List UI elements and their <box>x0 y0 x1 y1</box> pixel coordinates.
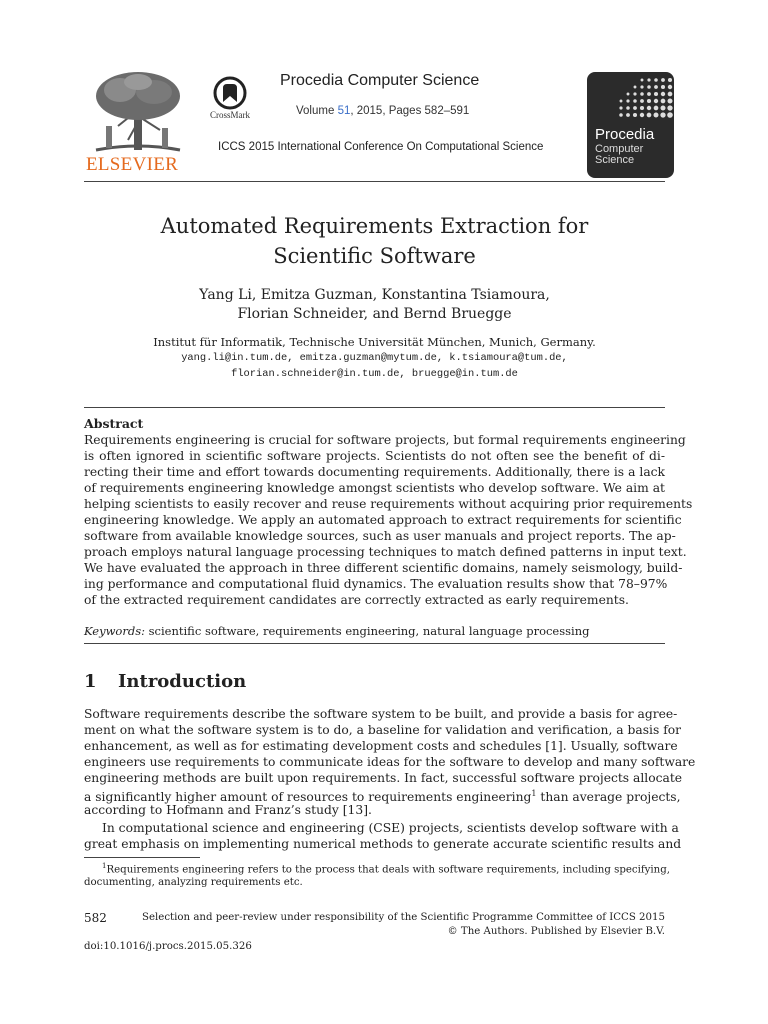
procedia-dot <box>661 85 665 89</box>
body-line: according to Hofmann and Franz’s study [13]. <box>84 803 372 817</box>
paper-title-line-1: Automated Requirements Extraction for <box>160 214 589 238</box>
footer-copyright: © The Authors. Published by Elsevier B.V. <box>447 926 665 937</box>
procedia-dot <box>620 100 623 103</box>
procedia-dot <box>634 86 637 89</box>
abstract-bottom-rule <box>84 643 665 644</box>
procedia-dots-graphic <box>617 76 673 122</box>
procedia-dot <box>668 78 672 82</box>
abstract-heading: Abstract <box>84 416 144 431</box>
procedia-dot <box>626 113 630 117</box>
abstract-line: helping scientists to easily recover and reuse requirements without acquiring prior requirements <box>84 497 693 511</box>
procedia-dot <box>619 113 623 117</box>
body-line: ment on what the software system is to do, a baseline for validation and verification, a basis for <box>84 723 682 737</box>
abstract-line: software from available knowledge sources, such as user manuals and project reports. The ap- <box>84 529 676 543</box>
section-number: 1 <box>84 671 97 692</box>
procedia-dot <box>654 92 658 96</box>
paper-title-line-2: Scientific Software <box>273 244 476 268</box>
header-rule <box>84 181 665 182</box>
procedia-dot <box>647 92 651 96</box>
procedia-dot <box>654 106 659 111</box>
procedia-dot <box>647 78 650 81</box>
footnote-line-2: documenting, analyzing requirements etc. <box>84 877 303 888</box>
procedia-dot <box>633 92 636 95</box>
procedia-dot <box>667 112 673 118</box>
email-line-2: florian.schneider@in.tum.de, bruegge@in.tum.de <box>231 368 518 380</box>
footnote-line-1: $^1$Requirements engineering refers to the process that deals with software requirements, including specifying, <box>102 862 670 876</box>
body-line: enhancement, as well as for estimating development costs and schedules [1]. Usually, software <box>84 739 678 753</box>
procedia-dot <box>627 93 630 96</box>
procedia-dot <box>626 106 630 110</box>
procedia-dot <box>640 106 644 110</box>
procedia-dot <box>654 78 658 82</box>
footnote-mark: 1 <box>102 862 107 870</box>
procedia-dot <box>626 99 629 102</box>
abstract-line: We have evaluated the approach in three different scientific domains, namely seismology, build- <box>84 561 683 575</box>
doi-link[interactable]: doi:10.1016/j.procs.2015.05.326 <box>84 941 252 952</box>
page-number: 582 <box>84 911 107 925</box>
body-line: engineers use requirements to communicate ideas for the software to develop and many software <box>84 755 696 769</box>
body-line: engineering methods are built upon requirements. In fact, successful software projects allocate <box>84 771 683 785</box>
procedia-dot <box>640 85 643 88</box>
procedia-dot <box>661 78 665 82</box>
procedia-dot <box>633 106 637 110</box>
procedia-dot <box>633 99 637 103</box>
procedia-dot <box>654 99 658 103</box>
keywords-label: Keywords: <box>84 624 145 638</box>
volume-line <box>296 105 469 117</box>
abstract-line: is often ignored in scientific software projects. Scientists do not often see the benefit of di- <box>84 449 665 463</box>
body-line: Software requirements describe the software system to be built, and provide a basis for agree- <box>84 707 678 721</box>
procedia-dot <box>668 85 672 89</box>
volume-number-link[interactable]: 51 <box>337 105 351 117</box>
procedia-dot <box>667 105 672 110</box>
procedia-dot <box>647 106 651 110</box>
footnote-rule <box>84 857 200 858</box>
procedia-dot <box>619 106 622 109</box>
abstract-line: of the extracted requirement candidates are correctly extracted as early requirements. <box>84 593 629 607</box>
journal-name[interactable]: Procedia Computer Science <box>280 72 480 89</box>
abstract-line: proach employs natural language processing techniques to match defined patterns in input text. <box>84 545 687 559</box>
procedia-dot <box>647 99 651 103</box>
procedia-dot <box>668 99 673 104</box>
abstract-line: Requirements engineering is crucial for software projects, but formal requirements engineering <box>84 433 686 447</box>
affiliation: Institut für Informatik, Technische Universität München, Munich, Germany. <box>153 335 596 349</box>
body-line: great emphasis on implementing numerical methods to generate accurate scientific results and <box>84 837 682 851</box>
conference-name: ICCS 2015 International Conference On Computational Science <box>218 141 544 153</box>
crossmark-label: CrossMark <box>210 110 250 120</box>
volume-details: , 2015, Pages 582–591 <box>350 105 470 117</box>
procedia-logo <box>587 72 674 178</box>
procedia-dot <box>640 99 644 103</box>
section-title: Introduction <box>118 671 247 692</box>
abstract-top-rule <box>84 407 665 408</box>
authors-line-2: Florian Schneider, and Bernd Bruegge <box>237 306 512 322</box>
procedia-logo-title: Procedia <box>595 126 655 143</box>
abstract-line: of requirements engineering knowledge amongst scientists who develop software. We aim at <box>84 481 665 495</box>
procedia-dot <box>640 92 644 96</box>
body-line: a significantly higher amount of resources to requirements engineering$^1$ than average projects, <box>84 789 681 805</box>
abstract-line: engineering knowledge. We apply an automated approach to extract requirements for scientific <box>84 513 682 527</box>
email-line-1: yang.li@in.tum.de, emitza.guzman@mytum.de, k.tsiamoura@tum.de, <box>181 352 568 364</box>
procedia-dot <box>633 113 637 117</box>
section-heading <box>84 671 246 692</box>
volume-prefix: Volume <box>296 105 338 117</box>
procedia-dot <box>660 112 665 117</box>
abstract-line: recting their time and effort towards documenting requirements. Additionally, there is a lack <box>84 465 665 479</box>
elsevier-wordmark: ELSEVIER <box>86 154 179 175</box>
procedia-dot <box>654 113 659 118</box>
procedia-dot <box>647 85 651 89</box>
procedia-dot <box>641 79 644 82</box>
procedia-dot <box>647 113 652 118</box>
procedia-dot <box>668 92 673 97</box>
procedia-dot <box>640 113 644 117</box>
procedia-dot <box>661 106 666 111</box>
procedia-dot <box>661 99 666 104</box>
procedia-dot <box>661 92 665 96</box>
authors-line-1: Yang Li, Emitza Guzman, Konstantina Tsiamoura, <box>199 287 550 303</box>
keywords-list: scientific software, requirements engineering, natural language processing <box>145 624 590 638</box>
procedia-dot <box>654 85 658 89</box>
procedia-logo-subtitle: Computer Science <box>595 143 644 166</box>
footer-peer-review: Selection and peer-review under responsibility of the Scientific Programme Committee of ICCS 2015 <box>142 912 665 923</box>
footnote-ref[interactable]: 1 <box>531 789 537 798</box>
crossmark-icon[interactable] <box>207 76 253 114</box>
abstract-line: ing performance and computational fluid dynamics. The evaluation results show that 78–97% <box>84 577 668 591</box>
body-line: In computational science and engineering (CSE) projects, scientists develop software with a <box>102 821 679 835</box>
keywords <box>84 624 590 638</box>
